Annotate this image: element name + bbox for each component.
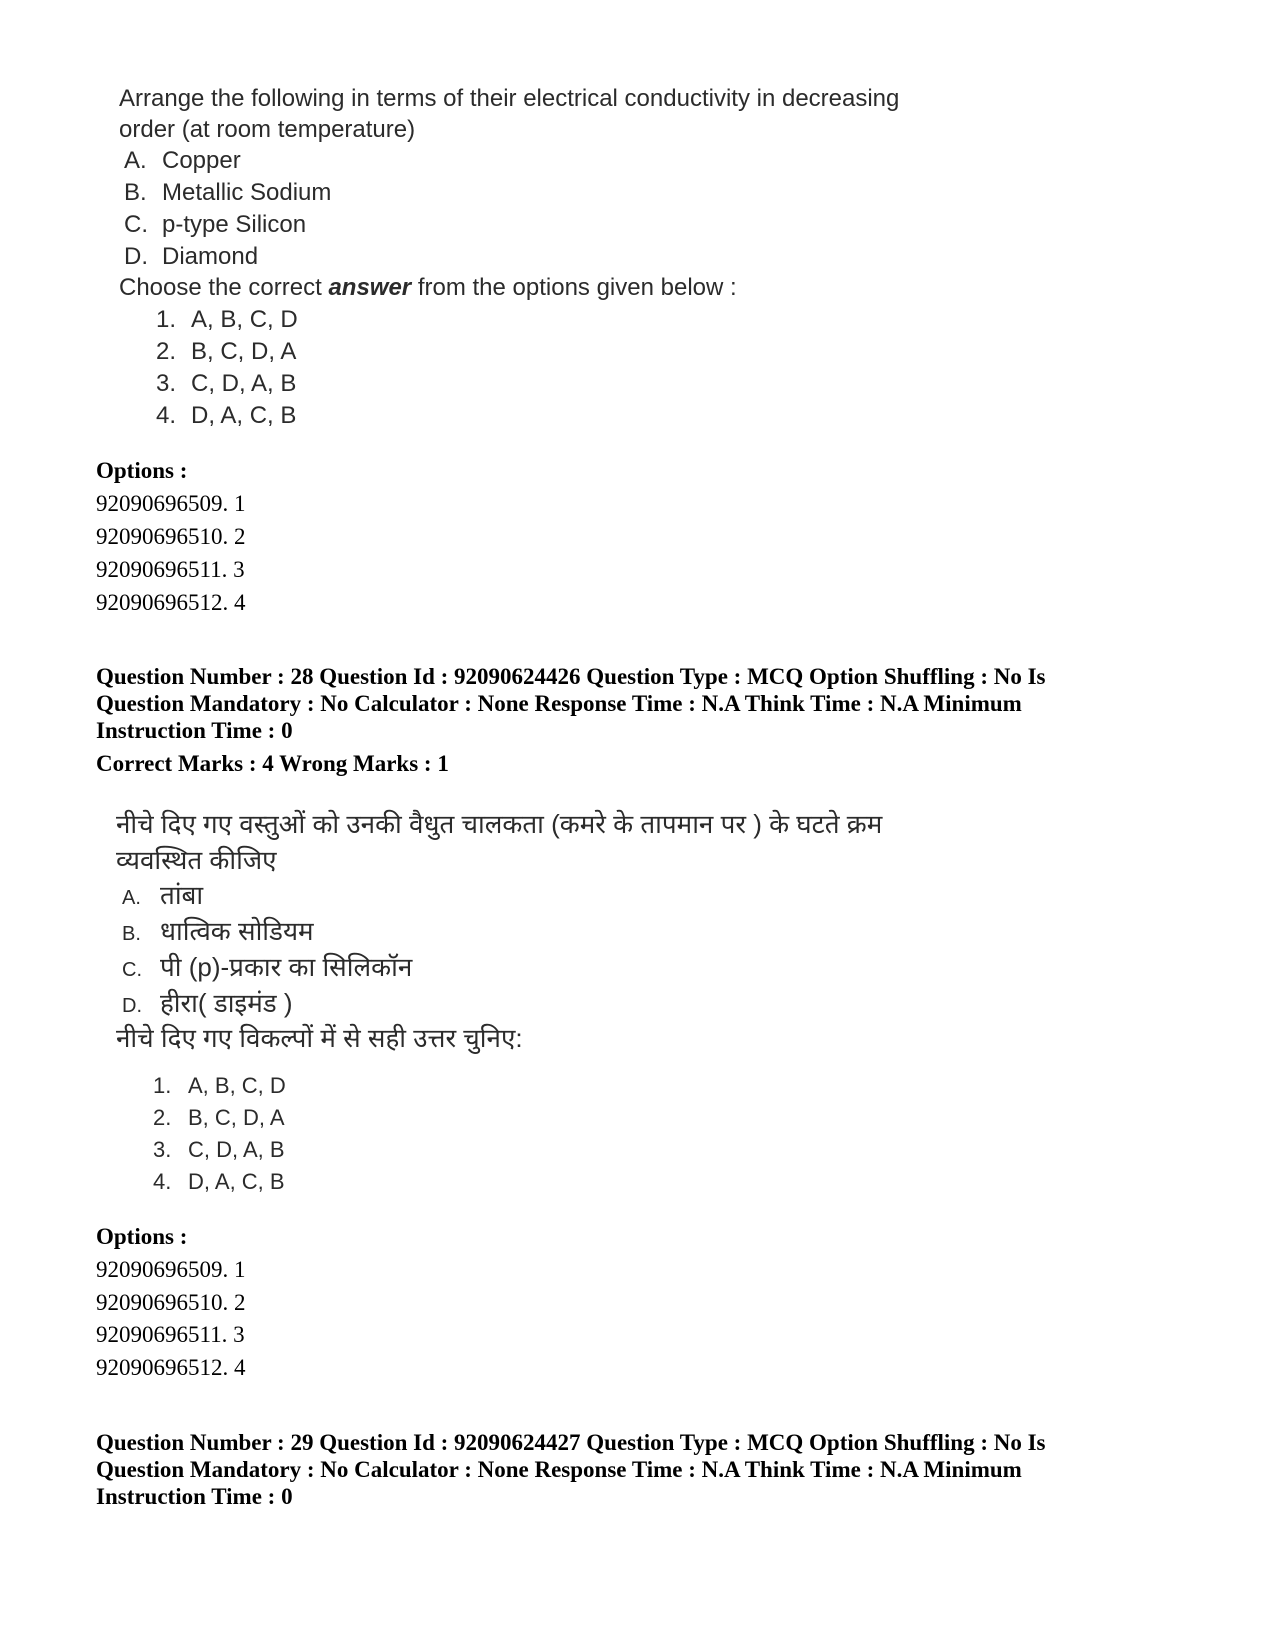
hindi-question-line-2: व्यवस्थित कीजिए <box>116 845 277 875</box>
hindi-item-a: A. तांबा <box>122 880 204 910</box>
option-row: 92090696510. 2 <box>96 1290 246 1315</box>
item-letter: C. <box>124 211 148 238</box>
item-letter: B. <box>124 179 147 206</box>
choose-emphasis: answer <box>328 274 412 301</box>
answer-choice-3: 3. C, D, A, B <box>156 370 297 397</box>
option-row: 92090696511. 3 <box>96 1322 245 1347</box>
question-text-line-1: Arrange the following in terms of their electrical conductivity in decreasing <box>119 85 900 112</box>
answer-choice-2: 2. B, C, D, A <box>153 1105 285 1130</box>
option-row: 92090696511. 3 <box>96 557 245 582</box>
answer-choice-3: 3. C, D, A, B <box>153 1137 285 1162</box>
option-row: 92090696510. 2 <box>96 524 246 549</box>
item-text: Copper <box>162 147 241 174</box>
option-row: 92090696512. 4 <box>96 590 246 615</box>
hindi-item-b: B. धात्विक सोडियम <box>122 916 314 946</box>
question-meta-line-2: Question Mandatory : No Calculator : None Response Time : N.A Think Time : N.A Minimum <box>96 691 1022 716</box>
option-row: 92090696509. 1 <box>96 1257 246 1282</box>
item-letter: D. <box>124 243 148 270</box>
options-title: Options : <box>96 458 188 483</box>
hindi-choose-instruction: नीचे दिए गए विकल्पों में से सही उत्तर चुनिए: <box>116 1023 523 1053</box>
marks-line: Correct Marks : 4 Wrong Marks : 1 <box>96 751 449 776</box>
question-text-line-2: order (at room temperature) <box>119 116 416 143</box>
question-item-d <box>124 241 258 273</box>
question-meta-line-3: Instruction Time : 0 <box>96 718 293 743</box>
question-item-b <box>124 177 331 209</box>
question-meta-line-2: Question Mandatory : No Calculator : None Response Time : N.A Think Time : N.A Minimum <box>96 1457 1022 1482</box>
question-item-c <box>124 209 306 241</box>
answer-choice-4: 4. D, A, C, B <box>156 402 297 429</box>
item-text: Diamond <box>162 243 259 270</box>
hindi-item-d: D. हीरा( डाइमंड ) <box>122 988 293 1018</box>
answer-choice-1: 1. A, B, C, D <box>153 1073 286 1098</box>
question-meta-line-3: Instruction Time : 0 <box>96 1484 293 1509</box>
answer-choice-1: 1. A, B, C, D <box>156 306 298 333</box>
question-meta-line-1: Question Number : 29 Question Id : 92090624427 Question Type : MCQ Option Shuffling : No Is <box>96 1430 1046 1455</box>
answer-choice-4: 4. D, A, C, B <box>153 1169 285 1194</box>
question-meta-line-1: Question Number : 28 Question Id : 92090624426 Question Type : MCQ Option Shuffling : No Is <box>96 664 1046 689</box>
item-letter: A. <box>124 147 147 174</box>
answer-choice-2: 2. B, C, D, A <box>156 338 297 365</box>
option-row: 92090696509. 1 <box>96 491 246 516</box>
item-text: p-type Silicon <box>162 211 307 238</box>
question-item-a <box>124 145 241 177</box>
hindi-item-c: C. पी (p)-प्रकार का सिलिकॉन <box>122 952 413 982</box>
option-row: 92090696512. 4 <box>96 1355 246 1380</box>
item-text: Metallic Sodium <box>162 179 332 206</box>
hindi-question-line-1: नीचे दिए गए वस्तुओं को उनकी वैधुत चालकता (कमरे के तापमान पर ) के घटते क्रम <box>116 809 883 839</box>
choose-instruction: Choose the correct answer from the options given below : <box>119 274 737 301</box>
options-title: Options : <box>96 1224 188 1249</box>
